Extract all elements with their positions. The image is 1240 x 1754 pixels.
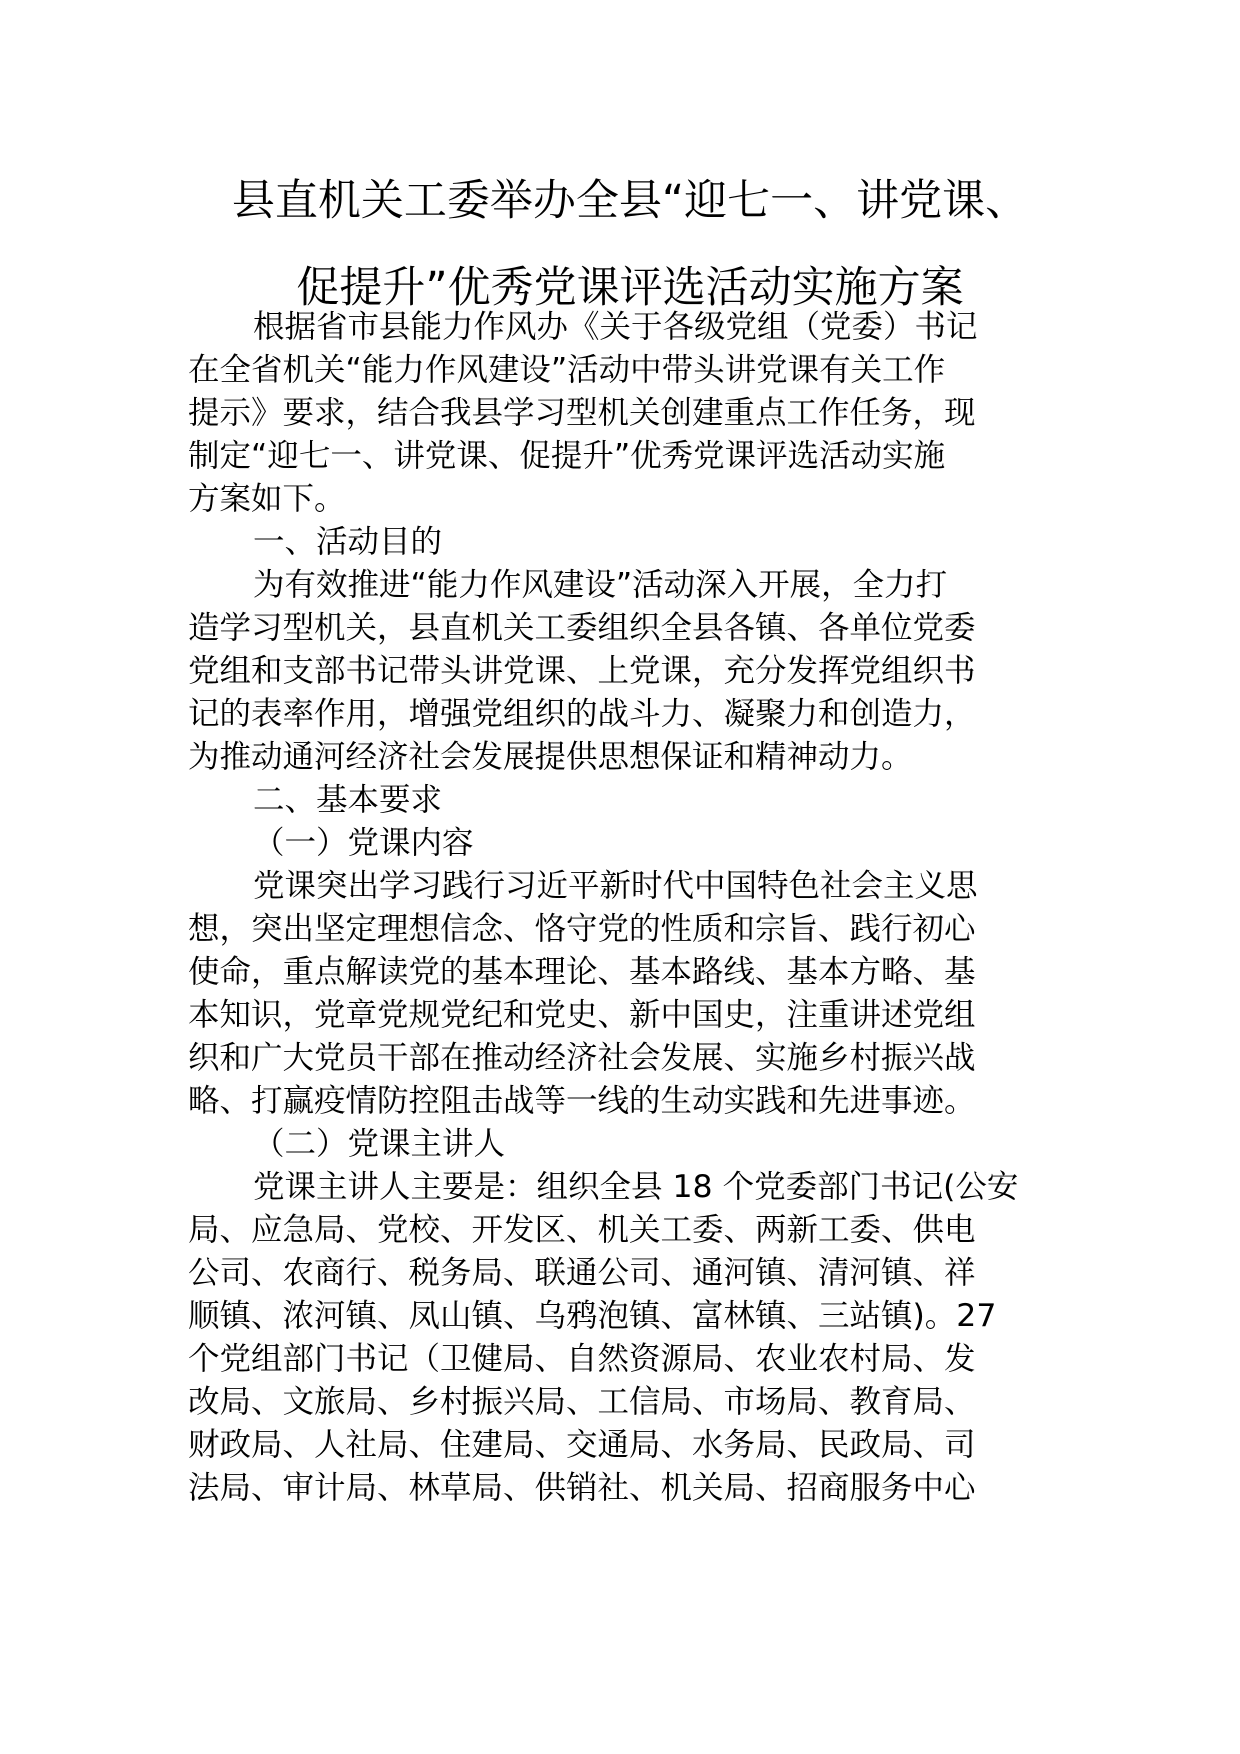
- subsection-heading: （二）党课主讲人: [253, 1126, 506, 1162]
- paragraph-line: 略、打赢疫情防控阻击战等一线的生动实践和先进事迹。: [188, 1083, 976, 1119]
- paragraph-line: 制定“迎七一、讲党课、促提升”优秀党课评选活动实施: [188, 438, 946, 474]
- paragraph-line: 本知识，党章党规党纪和党史、新中国史，注重讲述党组: [188, 997, 976, 1033]
- paragraph-line: 法局、审计局、林草局、供销社、机关局、招商服务中心: [188, 1470, 976, 1506]
- paragraph-line: 为推动通河经济社会发展提供思想保证和精神动力。: [188, 739, 913, 775]
- document-title-line-2: 促提升”优秀党课评选活动实施方案: [296, 263, 964, 313]
- paragraph-line: 公司、农商行、税务局、联通公司、通河镇、清河镇、祥: [188, 1255, 976, 1291]
- paragraph-line: 使命，重点解读党的基本理论、基本路线、基本方略、基: [188, 954, 976, 990]
- paragraph-line: 织和广大党员干部在推动经济社会发展、实施乡村振兴战: [188, 1040, 976, 1076]
- section-heading: 一、活动目的: [253, 524, 443, 560]
- paragraph-line: 党课突出学习践行习近平新时代中国特色社会主义思: [253, 868, 978, 904]
- paragraph-line: 想，突出坚定理想信念、恪守党的性质和宗旨、践行初心: [188, 911, 976, 947]
- paragraph-line: 顺镇、浓河镇、凤山镇、乌鸦泡镇、富林镇、三站镇)。27: [188, 1298, 997, 1334]
- paragraph-line: 改局、文旅局、乡村振兴局、工信局、市场局、教育局、: [188, 1384, 976, 1420]
- paragraph-line: 党课主讲人主要是：组织全县 18 个党委部门书记(公安: [253, 1169, 1019, 1205]
- section-heading: 二、基本要求: [253, 782, 443, 818]
- paragraph-line: 提示》要求，结合我县学习型机关创建重点工作任务，现: [188, 395, 976, 431]
- paragraph-line: 记的表率作用，增强党组织的战斗力、凝聚力和创造力，: [188, 696, 976, 732]
- subsection-heading: （一）党课内容: [253, 825, 474, 861]
- document-title-line-1: 县直机关工委举办全县“迎七一、讲党课、: [231, 176, 1029, 226]
- paragraph-line: 方案如下。: [188, 481, 346, 517]
- paragraph-line: 造学习型机关，县直机关工委组织全县各镇、各单位党委: [188, 610, 976, 646]
- paragraph-line: 为有效推进“能力作风建设”活动深入开展，全力打: [253, 567, 948, 603]
- paragraph-line: 党组和支部书记带头讲党课、上党课，充分发挥党组织书: [188, 653, 976, 689]
- paragraph-line: 根据省市县能力作风办《关于各级党组（党委）书记: [253, 309, 978, 345]
- paragraph-line: 个党组部门书记（卫健局、自然资源局、农业农村局、发: [188, 1341, 976, 1377]
- paragraph-line: 在全省机关“能力作风建设”活动中带头讲党课有关工作: [188, 352, 946, 388]
- paragraph-line: 财政局、人社局、住建局、交通局、水务局、民政局、司: [188, 1427, 976, 1463]
- paragraph-line: 局、应急局、党校、开发区、机关工委、两新工委、供电: [188, 1212, 976, 1248]
